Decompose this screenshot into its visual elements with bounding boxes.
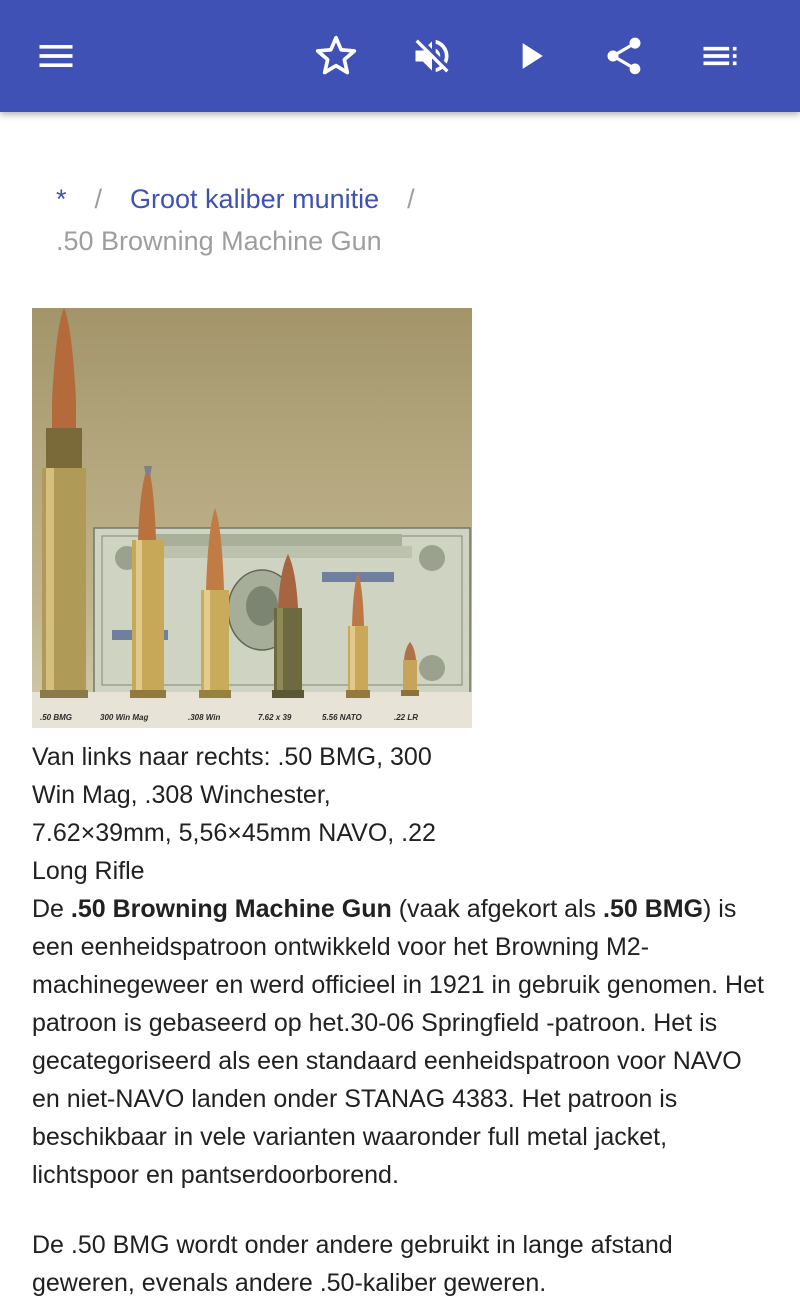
star-outline-icon — [314, 34, 358, 78]
share-button[interactable] — [596, 28, 652, 84]
label-5-56-nato: 5.56 NATO — [322, 713, 362, 722]
article-content — [32, 112, 772, 1302]
bold-term: .50 BMG — [603, 895, 704, 923]
image-caption: Van links naar rechts: .50 BMG, 300 Win Mag, .308 Winchester, 7.62×39mm, 5,56×45mm NAVO, .22 Long Rifle — [32, 743, 436, 885]
label-308-win: .308 Win — [188, 713, 221, 722]
label-50-bmg: .50 BMG — [40, 713, 73, 722]
breadcrumb-current-page: .50 Browning Machine Gun — [56, 226, 382, 256]
cartridge-50-bmg — [40, 308, 88, 698]
bold-term: .50 Browning Machine Gun — [70, 895, 392, 923]
cartridge-300-win-mag — [130, 466, 166, 698]
favorite-button[interactable] — [308, 28, 364, 84]
article-paragraph: De .50 Browning Machine Gun (vaak afgekort als .50 BMG) is een eenheidspatroon ontwikkeld voor het Browning M2-machinegeweer en werd officieel in 1921 in gebruik genomen. Het patroon is gebaseerd op het.30-06 Springfield -patroon. Het is gecategoriseerd als een standaard eenheidspatroon voor NAVO en niet-NAVO landen onder STANAG 4383. Het patroon is beschikbaar in vele varianten waaronder full metal jacket, lichtspoor en pantserdoorborend. — [32, 895, 764, 1189]
breadcrumb-root-link[interactable]: * — [56, 184, 67, 214]
play-icon — [508, 34, 552, 78]
mute-button[interactable] — [404, 28, 460, 84]
cartridges-illustration — [32, 308, 472, 728]
breadcrumb — [32, 178, 772, 262]
article-paragraph: De .50 BMG wordt onder andere gebruikt in lange afstand geweren, evenals andere .50-kaliber geweren. — [32, 1231, 673, 1297]
label-22-lr: .22 LR — [394, 713, 419, 722]
volume-off-icon — [410, 34, 454, 78]
menu-button[interactable] — [28, 28, 84, 84]
cartridge-comparison-image[interactable] — [32, 308, 472, 728]
share-icon — [602, 34, 646, 78]
toc-icon — [698, 34, 742, 78]
app-bar — [0, 0, 800, 112]
breadcrumb-separator: / — [407, 184, 415, 214]
menu-icon — [34, 34, 78, 78]
label-300-win-mag: 300 Win Mag — [100, 713, 149, 722]
label-7-62x39: 7.62 x 39 — [258, 713, 292, 722]
table-surface — [32, 692, 472, 728]
play-button[interactable] — [502, 28, 558, 84]
contents-button[interactable] — [692, 28, 748, 84]
breadcrumb-parent-link[interactable]: Groot kaliber munitie — [130, 184, 380, 214]
breadcrumb-separator: / — [94, 184, 103, 214]
